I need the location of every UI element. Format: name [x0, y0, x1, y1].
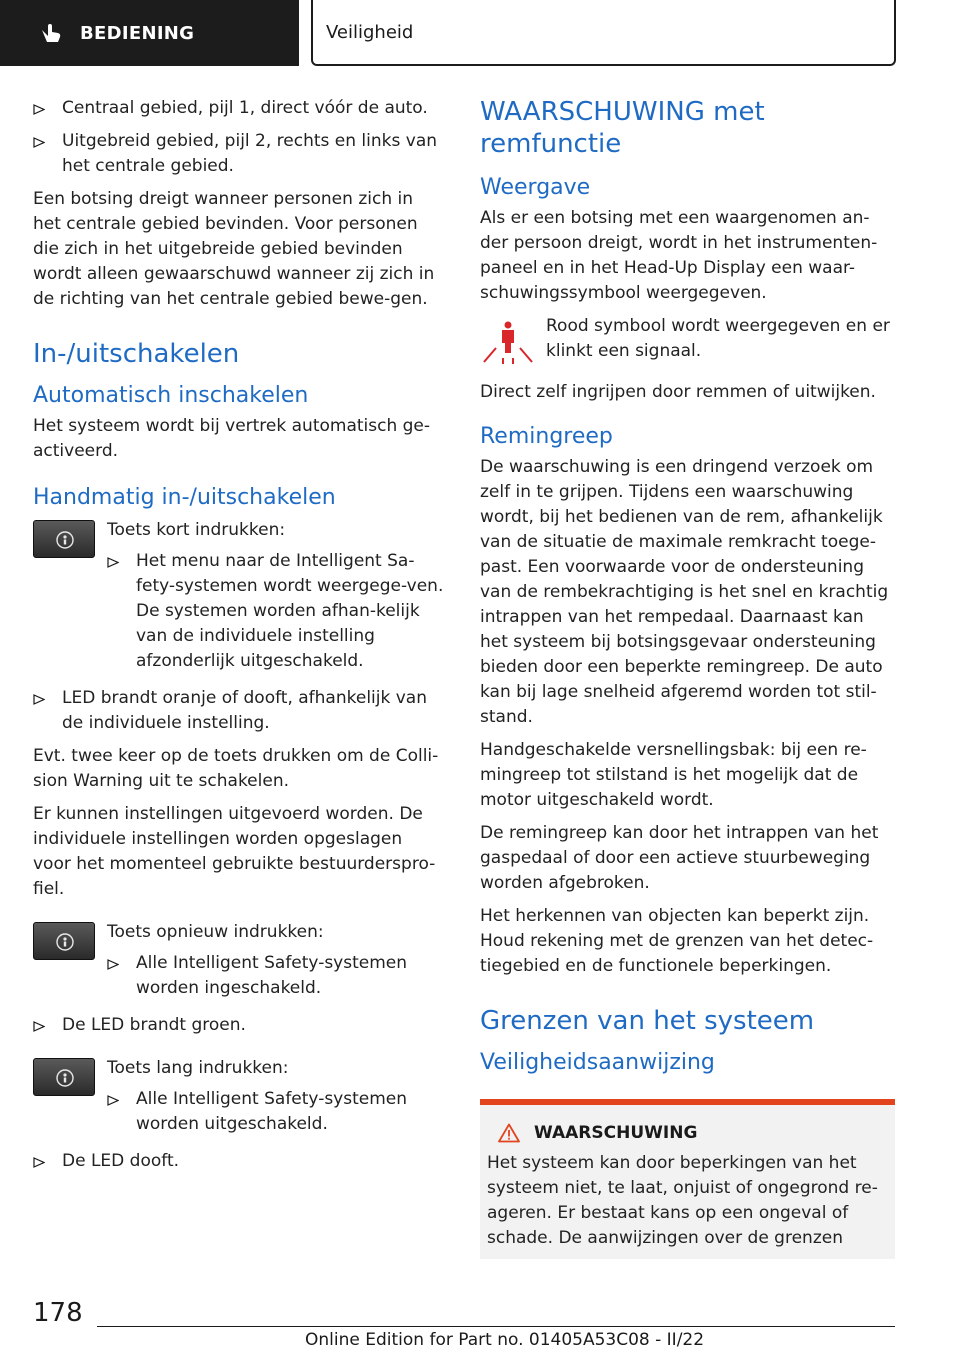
edition-text: Online Edition for Part no. 01405A53C08 - II/22	[305, 1330, 705, 1350]
warning-text: Het systeem kan door beperkingen van het systeem niet, te laat, onjuist of ongegrond re-ageren. Er bestaat kans op een ongeval of schade. De aanwijzingen over de grenzen	[487, 1153, 878, 1248]
section-label: BEDIENING	[80, 22, 195, 44]
triangle-bullet-icon	[33, 694, 45, 705]
list-item-text: Het menu naar de Intelligent Sa-fety-systemen wordt weergege-ven. De systemen worden afhan-kelijk van de individuele instelling afzonderlijk uitgeschakeld.	[136, 551, 444, 671]
button-short-row	[33, 518, 445, 682]
list-item-text: Centraal gebied, pijl 1, direct vóór de auto.	[62, 98, 428, 118]
paragraph: Er kunnen instellingen uitgevoerd worden. De individuele instellingen worden opgeslagen voor het momenteel gebruikte bestuurderspro-fiel.	[33, 804, 436, 899]
page-footer	[0, 1290, 960, 1362]
list-item	[33, 686, 445, 736]
list-item-text: LED brandt oranje of dooft, afhankelijk van de individuele instelling.	[62, 688, 427, 733]
warning-title	[487, 1123, 887, 1143]
paragraph: Een botsing dreigt wanneer personen zich in het centrale gebied bevinden. Voor personen die zich in het uitgebreide gebied bevinden wordt alleen gewaarschuwd wanneer zij zich in de richting van het centrale gebied bewe-gen.	[33, 189, 435, 309]
triangle-bullet-icon	[33, 1021, 45, 1032]
hand-pointer-icon	[38, 20, 64, 46]
chapter-label: Veiligheid	[326, 21, 414, 43]
page-header	[0, 0, 960, 66]
safety-button-icon	[33, 1058, 95, 1096]
list-item-text: Alle Intelligent Safety-systemen worden uitgeschakeld.	[136, 1089, 408, 1134]
paragraph: Direct zelf ingrijpen door remmen of uitwijken.	[480, 382, 876, 402]
paragraph: Het systeem wordt bij vertrek automatisch ge-activeerd.	[33, 416, 431, 461]
list-item-text: Alle Intelligent Safety-systemen worden ingeschakeld.	[136, 953, 408, 998]
triangle-bullet-icon	[107, 959, 119, 970]
list-item	[33, 1149, 445, 1174]
paragraph: De remingreep kan door het intrappen van het gaspedaal of door een actieve stuurbeweging worden afgebroken.	[480, 823, 879, 893]
paragraph: Toets kort indrukken:	[107, 520, 286, 540]
heading-warning-brake: WAARSCHUWING met remfunctie	[480, 97, 765, 159]
heading-safety: Veiligheidsaanwijzing	[480, 1050, 715, 1075]
triangle-bullet-icon	[107, 1095, 119, 1106]
list-item	[33, 1013, 445, 1038]
list-item-text: Uitgebreid gebied, pijl 2, rechts en links van het centrale gebied.	[62, 131, 438, 176]
safety-button-icon	[33, 922, 95, 960]
heading-limits: Grenzen van het systeem	[480, 1006, 815, 1036]
warning-triangle-icon	[498, 1123, 520, 1143]
triangle-bullet-icon	[33, 1157, 45, 1168]
heading-manual: Handmatig in-/uitschakelen	[33, 485, 336, 510]
paragraph: De waarschuwing is een dringend verzoek om zelf in te grijpen. Tijdens een waarschuwing wordt, bij het bedienen van de rem, afhankelijk van de situatie de maximale remkracht toege-past. Een voorwaarde voor de ondersteuning van de rembekrachtiging is het snel en krachtig intrappen van het rempedaal. Daarnaast kan het systeem bij botsingsgevaar ondersteuning bieden door een beperkte remingreep. De auto kan bij lage snelheid afgeremd worden tot stil-stand.	[480, 457, 889, 727]
list-item-text: De LED brandt groen.	[62, 1015, 246, 1035]
chapter-tab	[311, 0, 896, 66]
button-long-row	[33, 1056, 445, 1145]
list-item	[33, 129, 445, 179]
list-item	[107, 1087, 445, 1137]
heading-switch: In-/uitschakelen	[33, 339, 240, 369]
heading-display: Weergave	[480, 175, 591, 200]
paragraph: Toets lang indrukken:	[107, 1058, 289, 1078]
pedestrian-warning-icon	[480, 316, 536, 368]
heading-auto: Automatisch inschakelen	[33, 383, 309, 408]
list-item-text: De LED dooft.	[62, 1151, 180, 1171]
paragraph: Handgeschakelde versnellingsbak: bij een re-mingreep tot stilstand is het mogelijk dat de motor uitgeschakeld wordt.	[480, 740, 867, 810]
section-tab	[0, 0, 299, 66]
page-number: 178	[33, 1298, 83, 1328]
triangle-bullet-icon	[33, 104, 45, 115]
safety-button-icon	[33, 520, 95, 558]
triangle-bullet-icon	[33, 137, 45, 148]
symbol-row	[480, 314, 895, 370]
list-item	[107, 549, 445, 674]
paragraph: Rood symbool wordt weergegeven en er klinkt een signaal.	[546, 316, 890, 361]
paragraph: Evt. twee keer op de toets drukken om de Colli-sion Warning uit te schakelen.	[33, 746, 439, 791]
button-again-row	[33, 920, 445, 1009]
paragraph: Het herkennen van objecten kan beperkt zijn. Houd rekening met de grenzen van het detec-tiegebied en de functionele beperkingen.	[480, 906, 874, 976]
footer-divider	[97, 1326, 895, 1327]
list-item	[107, 951, 445, 1001]
triangle-bullet-icon	[107, 557, 119, 568]
paragraph: Als er een botsing met een waargenomen an-der persoon dreigt, wordt in het instrumenten-paneel en in het Head-Up Display een waar-schuwingssymbool weergegeven.	[480, 208, 878, 303]
warning-box	[480, 1099, 895, 1259]
warning-title-text: WAARSCHUWING	[534, 1123, 698, 1143]
list-item	[33, 96, 445, 121]
left-column	[33, 96, 445, 1182]
heading-brake: Remingreep	[480, 424, 613, 449]
right-column	[480, 96, 895, 1259]
paragraph: Toets opnieuw indrukken:	[107, 922, 324, 942]
